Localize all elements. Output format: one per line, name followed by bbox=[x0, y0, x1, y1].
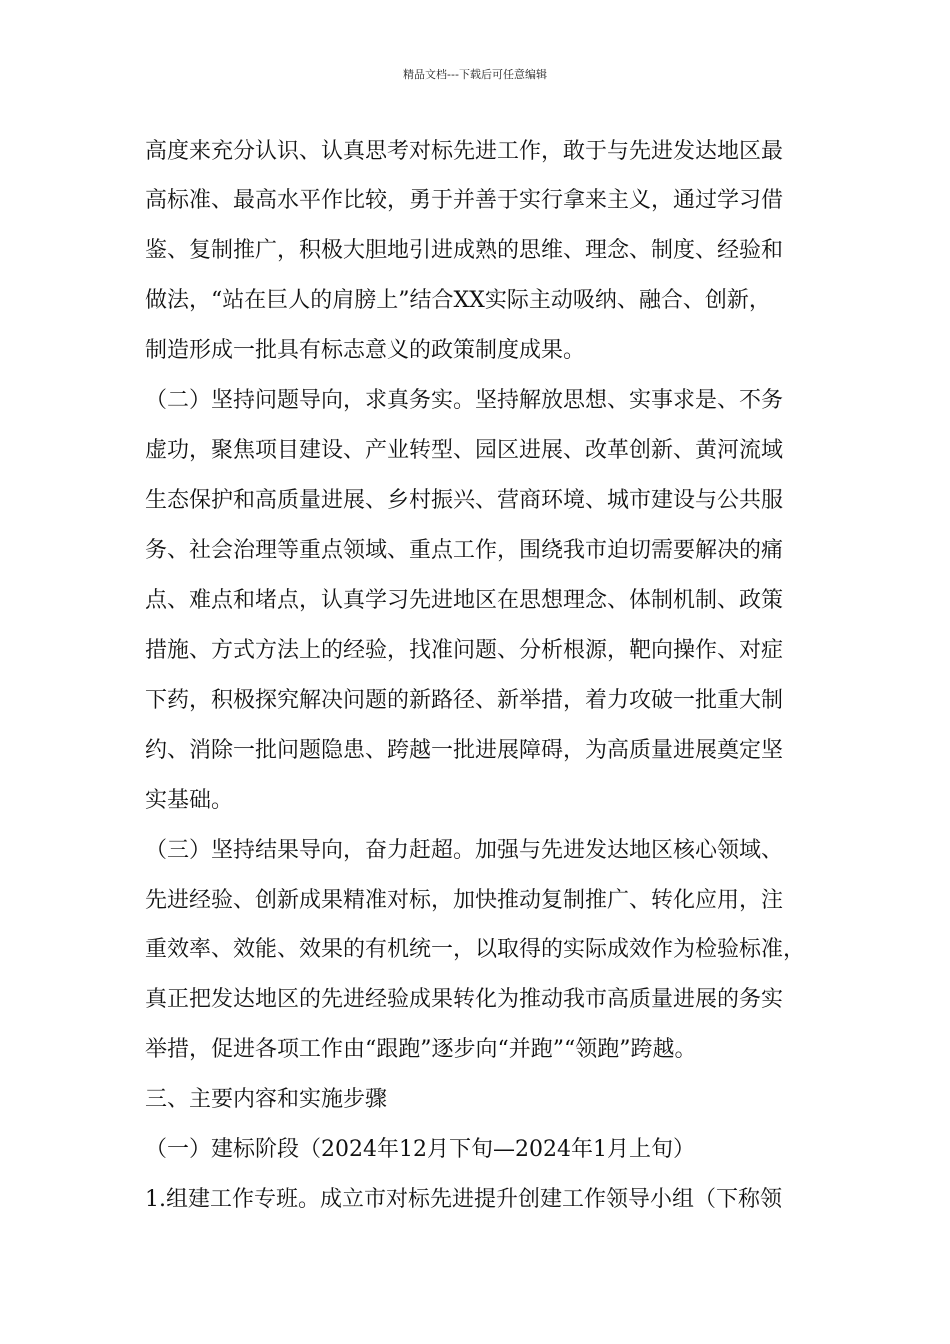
body-line: 鉴、复制推广，积极大胆地引进成熟的思维、理念、制度、经验和 bbox=[145, 238, 784, 263]
body-line: 务、社会治理等重点领域、重点工作，围绕我市迫切需要解决的痛 bbox=[145, 538, 784, 563]
body-line: 实基础。 bbox=[145, 788, 234, 813]
body-line: 高度来充分认识、认真思考对标先进工作，敢于与先进发达地区最 bbox=[145, 139, 784, 164]
body-line: 下药，积极探究解决问题的新路径、新举措，着力攻破一批重大制 bbox=[145, 688, 784, 713]
body-line: 重效率、效能、效果的有机统一，以取得的实际成效作为检验标准， bbox=[145, 937, 806, 962]
body-line: 1.组建工作专班。成立市对标先进提升创建工作领导小组（下称领 bbox=[145, 1187, 782, 1212]
subsection-heading: （一）建标阶段（2024年12月下旬—2024年1月上旬） bbox=[145, 1137, 695, 1162]
body-line: 先进经验、创新成果精准对标，加快推动复制推广、转化应用，注 bbox=[145, 888, 784, 913]
body-line: 做法，“站在巨人的肩膀上”结合XX实际主动吸纳、融合、创新， bbox=[145, 288, 771, 313]
body-line: 高标准、最高水平作比较，勇于并善于实行拿来主义，通过学习借 bbox=[145, 188, 784, 213]
body-line: 生态保护和高质量进展、乡村振兴、营商环境、城市建设与公共服 bbox=[145, 488, 784, 513]
body-line: 措施、方式方法上的经验，找准问题、分析根源，靶向操作、对症 bbox=[145, 638, 784, 663]
section-heading-line: （二）坚持问题导向，求真务实。坚持解放思想、实事求是、不务 bbox=[145, 388, 784, 413]
body-line: 虚功，聚焦项目建设、产业转型、园区进展、改革创新、黄河流域 bbox=[145, 438, 784, 463]
section-heading-line: （三）坚持结果导向，奋力赶超。加强与先进发达地区核心领域、 bbox=[145, 838, 784, 863]
body-line: 点、难点和堵点，认真学习先进地区在思想理念、体制机制、政策 bbox=[145, 588, 784, 613]
page-header: 精品文档---下载后可任意编辑 bbox=[403, 68, 547, 81]
body-line: 制造形成一批具有标志意义的政策制度成果。 bbox=[145, 338, 586, 363]
chapter-heading: 三、主要内容和实施步骤 bbox=[145, 1087, 388, 1112]
body-line: 约、消除一批问题隐患、跨越一批进展障碍，为高质量进展奠定坚 bbox=[145, 738, 784, 763]
body-line: 举措，促进各项工作由“跟跑”逐步向“并跑”“领跑”跨越。 bbox=[145, 1037, 697, 1062]
body-line: 真正把发达地区的先进经验成果转化为推动我市高质量进展的务实 bbox=[145, 987, 784, 1012]
